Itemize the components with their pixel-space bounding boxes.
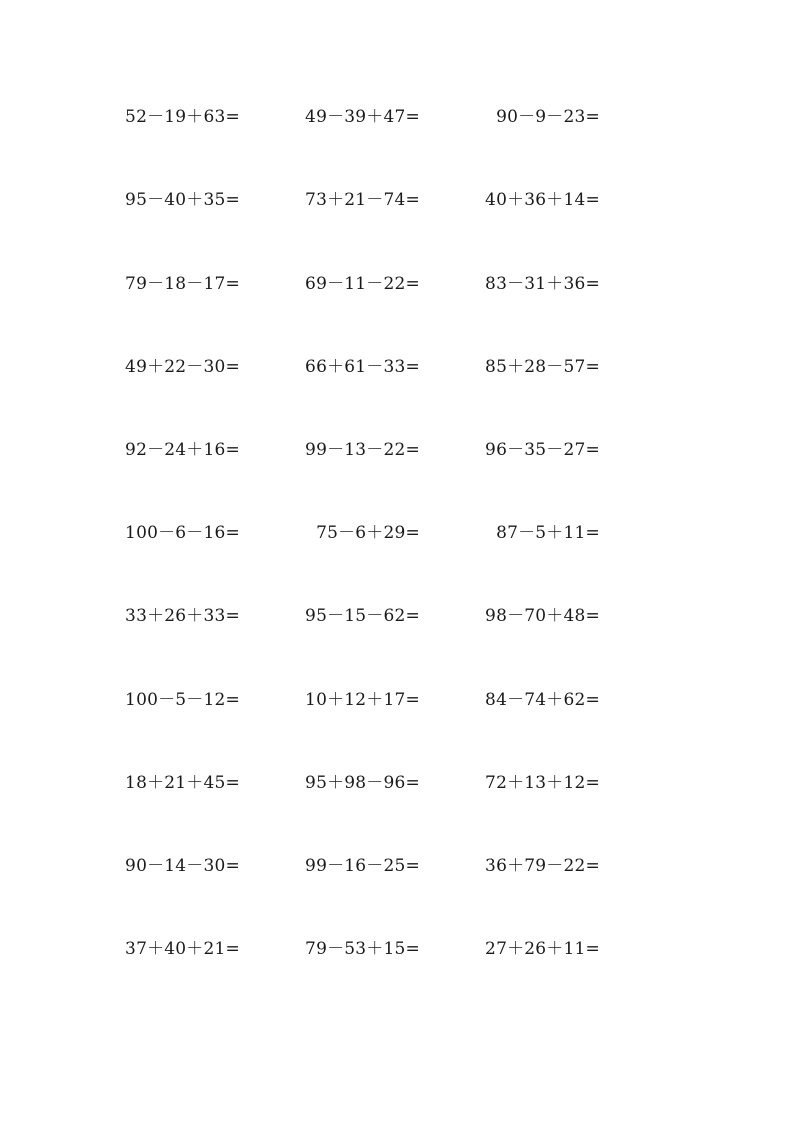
math-problem: 79－18－17= [125,274,240,294]
math-problem: 99－13－22= [305,440,420,460]
problem-row [0,188,794,212]
math-problem: 79－53＋15= [305,939,420,959]
math-problem: 33＋26＋33= [125,606,240,626]
math-problem: 99－16－25= [305,856,420,876]
math-problem: 10＋12＋17= [305,690,420,710]
math-problem: 49＋22－30= [125,357,240,377]
math-problem: 49－39＋47= [305,107,420,127]
math-problem: 72＋13＋12= [485,773,600,793]
problem-row [0,438,794,462]
math-problem: 90－9－23= [496,107,600,127]
math-problem: 85＋28－57= [485,357,600,377]
math-problem: 52－19＋63= [125,107,240,127]
problem-row [0,272,794,296]
problem-row [0,854,794,878]
math-problem: 92－24＋16= [125,440,240,460]
math-problem: 84－74＋62= [485,690,600,710]
problem-row [0,355,794,379]
problem-row [0,937,794,961]
math-problem: 95－40＋35= [125,190,240,210]
math-problem: 87－5＋11= [496,523,600,543]
math-problem: 100－6－16= [125,523,240,543]
math-problem: 90－14－30= [125,856,240,876]
problem-row [0,688,794,712]
math-problem: 95＋98－96= [305,773,420,793]
math-problem: 69－11－22= [305,274,420,294]
math-problem: 27＋26＋11= [485,939,600,959]
math-problem: 98－70＋48= [485,606,600,626]
problem-row [0,105,794,129]
math-problem: 75－6＋29= [316,523,420,543]
problem-row [0,521,794,545]
math-problem: 83－31＋36= [485,274,600,294]
problem-row [0,771,794,795]
math-problem: 18＋21＋45= [125,773,240,793]
math-problem: 100－5－12= [125,690,240,710]
math-problem: 66＋61－33= [305,357,420,377]
math-problem: 73＋21－74= [305,190,420,210]
math-problem: 37＋40＋21= [125,939,240,959]
problem-row [0,604,794,628]
math-problem: 95－15－62= [305,606,420,626]
math-problem: 96－35－27= [485,440,600,460]
math-problem: 36＋79－22= [485,856,600,876]
math-problem: 40＋36＋14= [485,190,600,210]
